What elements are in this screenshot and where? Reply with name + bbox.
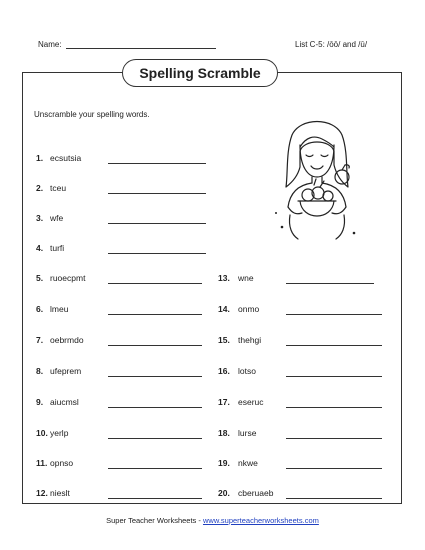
list-item: [218, 488, 273, 500]
name-line: [66, 48, 216, 49]
page-title: [122, 59, 278, 87]
item-number: 9.: [36, 397, 44, 407]
item-number: 20.: [218, 488, 230, 498]
scrambled-word: lotso: [238, 366, 256, 376]
answer-line[interactable]: [108, 407, 202, 408]
item-number: 15.: [218, 335, 230, 345]
list-item: [36, 488, 70, 500]
list-item: [36, 366, 81, 378]
item-number: 1.: [36, 153, 44, 163]
list-item: [36, 273, 85, 285]
scrambled-word: onmo: [238, 304, 260, 314]
answer-line[interactable]: [286, 438, 382, 439]
list-item: [36, 397, 79, 409]
list-item: [218, 273, 254, 285]
scrambled-word: tceu: [50, 183, 67, 193]
girl-illustration: [262, 115, 372, 245]
answer-line[interactable]: [108, 253, 206, 254]
item-number: 2.: [36, 183, 44, 193]
scrambled-word: lmeu: [50, 304, 69, 314]
scrambled-word: nieslt: [50, 488, 70, 498]
item-number: 11.: [36, 458, 48, 468]
footer-link[interactable]: www.superteacherworksheets.com: [202, 516, 319, 525]
scrambled-word: opnso: [50, 458, 74, 468]
list-item: [36, 243, 64, 255]
answer-line[interactable]: [108, 283, 202, 284]
scrambled-word: wfe: [50, 213, 64, 223]
item-number: 13.: [218, 273, 230, 283]
list-item: [36, 153, 81, 165]
answer-line[interactable]: [286, 376, 382, 377]
footer-text: Super Teacher Worksheets -: [106, 516, 203, 525]
scrambled-word: nkwe: [238, 458, 258, 468]
scrambled-word: ruoecpmt: [50, 273, 86, 283]
list-item: [218, 366, 256, 378]
scrambled-word: ufeprem: [50, 366, 82, 376]
list-label: List C-5: /ōō/ and /ū/: [295, 40, 368, 49]
scrambled-word: cberuaeb: [238, 488, 274, 498]
list-item: [218, 458, 258, 470]
list-item: [36, 183, 66, 195]
answer-line[interactable]: [286, 468, 382, 469]
list-item: [218, 397, 264, 409]
answer-line[interactable]: [108, 376, 202, 377]
answer-line[interactable]: [286, 314, 382, 315]
item-number: 5.: [36, 273, 44, 283]
scrambled-word: ecsutsia: [50, 153, 82, 163]
answer-line[interactable]: [286, 498, 382, 499]
name-label: Name:: [38, 40, 62, 49]
item-number: 10.: [36, 428, 48, 438]
answer-line[interactable]: [108, 314, 202, 315]
answer-line[interactable]: [108, 438, 202, 439]
scrambled-word: lurse: [238, 428, 257, 438]
scrambled-word: turfi: [50, 243, 65, 253]
answer-line[interactable]: [286, 407, 382, 408]
answer-line[interactable]: [108, 163, 206, 164]
item-number: 19.: [218, 458, 230, 468]
title-text: Spelling Scramble: [139, 65, 261, 81]
scrambled-word: oebrmdo: [50, 335, 84, 345]
list-item: [36, 304, 68, 316]
list-item: [218, 428, 256, 440]
item-number: 16.: [218, 366, 230, 376]
item-number: 7.: [36, 335, 44, 345]
item-number: 14.: [218, 304, 230, 314]
item-number: 4.: [36, 243, 44, 253]
item-number: 8.: [36, 366, 44, 376]
item-number: 12.: [36, 488, 48, 498]
footer: [0, 516, 425, 525]
item-number: 3.: [36, 213, 44, 223]
list-item: [36, 428, 68, 440]
answer-line[interactable]: [108, 345, 202, 346]
item-number: 6.: [36, 304, 44, 314]
list-item: [218, 335, 261, 347]
list-item: [218, 304, 259, 316]
scrambled-word: yerlp: [50, 428, 69, 438]
list-item: [36, 458, 73, 470]
answer-line[interactable]: [286, 283, 374, 284]
list-item: [36, 213, 63, 225]
scrambled-word: aiucmsl: [50, 397, 79, 407]
answer-line[interactable]: [108, 498, 202, 499]
scrambled-word: thehgi: [238, 335, 262, 345]
scrambled-word: wne: [238, 273, 254, 283]
list-item: [36, 335, 84, 347]
answer-line[interactable]: [286, 345, 382, 346]
answer-line[interactable]: [108, 468, 202, 469]
scrambled-word: eseruc: [238, 397, 264, 407]
answer-line[interactable]: [108, 193, 206, 194]
instructions: Unscramble your spelling words.: [34, 110, 150, 119]
item-number: 18.: [218, 428, 230, 438]
item-number: 17.: [218, 397, 230, 407]
answer-line[interactable]: [108, 223, 206, 224]
